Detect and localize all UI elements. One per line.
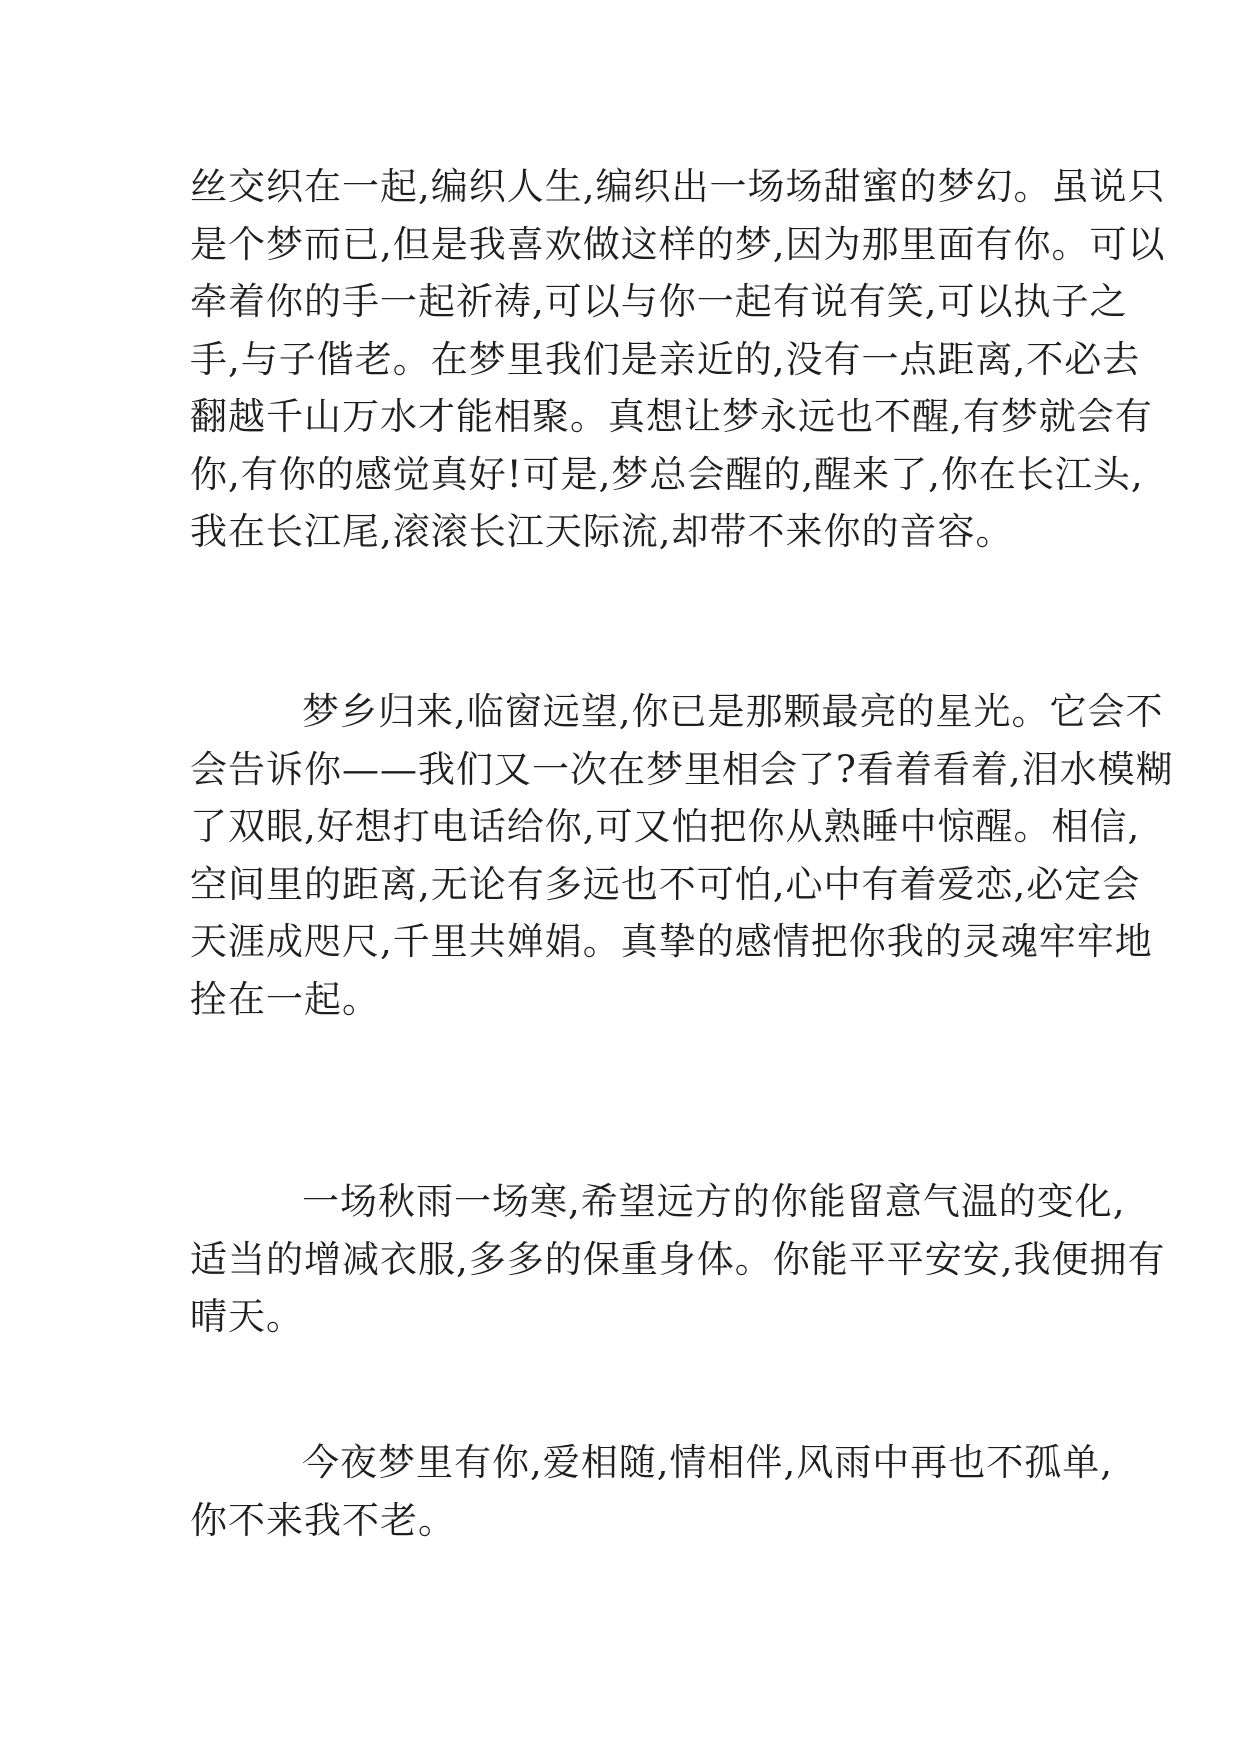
text-line: 你,有你的感觉真好!可是,梦总会醒的,醒来了,你在长江头,: [190, 452, 1144, 496]
text-line: 晴天。: [190, 1295, 304, 1338]
text-line: 会告诉你——我们又一次在梦里相会了?看着看着,泪水模糊: [190, 747, 1174, 791]
text-line: 天涯成咫尺,千里共婵娟。真挚的感情把你我的灵魂牢牢地: [190, 920, 1153, 963]
text-line: 丝交织在一起,编织人生,编织出一场场甜蜜的梦幻。虽说只: [190, 165, 1166, 208]
text-line: 是个梦而已,但是我喜欢做这样的梦,因为那里面有你。可以: [190, 222, 1166, 266]
text-line: 一场秋雨一场寒,希望远方的你能留意气温的变化,: [302, 1180, 1126, 1223]
text-line: 梦乡归来,临窗远望,你已是那颗最亮的星光。它会不: [302, 690, 1164, 733]
text-line: 今夜梦里有你,爱相随,情相伴,风雨中再也不孤单,: [302, 1441, 1114, 1484]
text-line: 空间里的距离,无论有多远也不可怕,心中有着爱恋,必定会: [190, 862, 1141, 906]
text-line: 你不来我不老。: [190, 1498, 456, 1542]
text-line: 了双眼,好想打电话给你,可又怕把你从熟睡中惊醒。相信,: [190, 805, 1141, 848]
paragraph-dream-continuation: [190, 158, 1166, 561]
paragraph-return-from-dream: [190, 683, 1174, 1028]
text-line: 牵着你的手一起祈祷,可以与你一起有说有笑,可以执子之: [190, 280, 1128, 323]
text-line: 我在长江尾,滚滚长江天际流,却带不来你的音容。: [190, 510, 1014, 553]
text-line: 适当的增减衣服,多多的保重身体。你能平平安安,我便拥有: [190, 1237, 1166, 1281]
paragraph-tonight: [190, 1434, 1114, 1549]
paragraph-autumn-rain: [190, 1173, 1166, 1346]
text-line: 手,与子偕老。在梦里我们是亲近的,没有一点距离,不必去: [190, 337, 1141, 381]
text-line: 翻越千山万水才能相聚。真想让梦永远也不醒,有梦就会有: [190, 395, 1153, 438]
text-line: 拴在一起。: [190, 977, 380, 1021]
